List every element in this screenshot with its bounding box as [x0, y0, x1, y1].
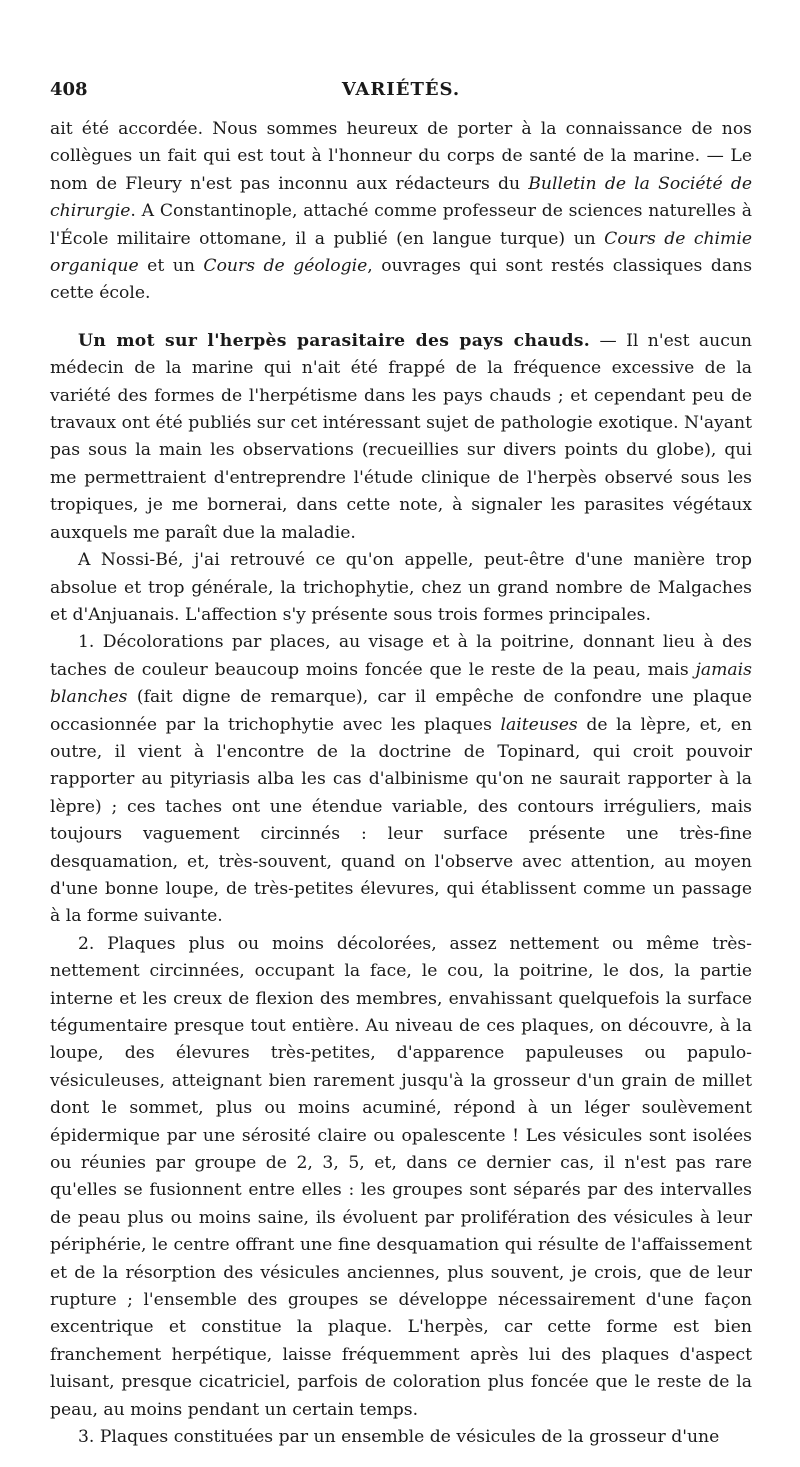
- intro-paragraph: ait été accordée. Nous sommes heureux de porter à la connaissance de nos collègues un fait qui est tout à l'honneur du corps de santé de la marine. — Le nom de Fleury n'est pas inconnu aux rédacteurs du Bulletin de la Société de chirurgie. A Constantinople, attaché comme professeur de sciences naturelles à l'École militaire ottomane, il a publié (en langue turque) un Cours de chimie organique et un Cours de géologie, ouvrages qui sont restés classiques dans cette école.: [50, 119, 753, 304]
- running-title: VARIÉTÉS.: [341, 79, 461, 100]
- article-paragraph-5: 3. Plaques constituées par un ensemble de vésicules de la grosseur d'une: [78, 1427, 720, 1448]
- page-number: 408: [50, 79, 88, 100]
- article-paragraph-1: Un mot sur l'herpès parasitaire des pays chauds. — Il n'est aucun médecin de la marine qui n'ait été frappé de la fréquence excessive de la variété des formes de l'herpétisme dans les pays chauds ; et cependant peu de travaux ont été publiés sur cet intéressant sujet de pathologie exotique. N'ayant pas sous la main les observations (recueillies sur divers points du globe), qui me permettraient d'entreprendre l'étude clinique de l'herpès observé sous les tropiques, je me bornerai, dans cette note, à signaler les parasites végétaux auxquels me paraît due la maladie.: [50, 330, 752, 543]
- article-paragraph-2: A Nossi-Bé, j'ai retrouvé ce qu'on appelle, peut-être d'une manière trop absolue et trop générale, la trichophytie, chez un grand nombre de Malgaches et d'Anjuanais. L'affection s'y présente sous trois formes principales.: [50, 550, 752, 625]
- page-header: [50, 76, 752, 104]
- article-paragraph-3: 1. Décolorations par places, au visage et à la poitrine, donnant lieu à des taches de couleur beaucoup moins foncée que le reste de la peau, mais jamais blanches (fait digne de remarque), car il empêche de confondre une plaque occasionnée par la trichophytie avec les plaques laiteuses de la lèpre, et, en outre, il vient à l'encontre de la doctrine de Topinard, qui croit pouvoir rapporter au pityriasis alba les cas d'albinisme qu'on ne saurait rapporter à la lèpre) ; ces taches ont une étendue variable, des contours irréguliers, mais toujours vaguement circinnés : leur surface présente une très-fine desquamation, et, très-souvent, quand on l'observe avec attention, au moyen d'une bonne loupe, de très-petites élevures, qui établissent comme un passage à la forme suivante.: [50, 632, 752, 927]
- article-paragraph-4: 2. Plaques plus ou moins décolorées, assez nettement ou même très-nettement circinnées, occupant la face, le cou, la poitrine, le dos, la partie interne et les creux de flexion des membres, envahissant quelquefois la surface tégumentaire presque tout entière. Au niveau de ces plaques, on découvre, à la loupe, des élevures très-petites, d'apparence papuleuses ou papulo-vésiculeuses, atteignant bien rarement jusqu'à la grosseur d'un grain de millet dont le sommet, plus ou moins acuminé, répond à un léger soulèvement épidermique par une sérosité claire ou opalescente ! Les vésicules sont isolées ou réunies par groupe de 2, 3, 5, et, dans ce dernier cas, il n'est pas rare qu'elles se fusionnent entre elles : les groupes sont séparés par des intervalles de peau plus ou moins saine, ils évoluent par prolifération des vésicules à leur périphérie, le centre offrant une fine desquamation qui résulte de l'affaissement et de la résorption des vésicules anciennes, plus souvent, je crois, que de leur rupture ; l'ensemble des groupes se développe nécessairement d'une façon excentrique et constitue la plaque. L'herpès, car cette forme est bien franchement herpétique, laisse fréquemment après lui des plaques d'aspect luisant, presque cicatriciel, parfois de coloration plus foncée que le reste de la peau, au moins pendant un certain temps.: [50, 933, 752, 1420]
- article-title: Un mot sur l'herpès parasitaire des pays chauds.: [78, 330, 591, 351]
- document-page: [50, 76, 752, 1452]
